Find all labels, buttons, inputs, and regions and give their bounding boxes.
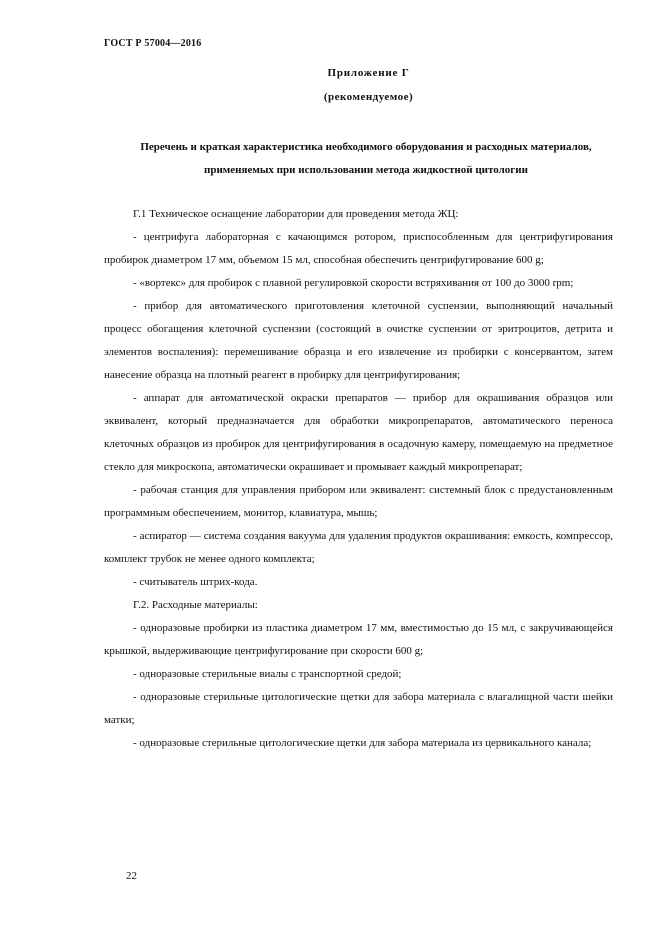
list-item-brushes-cervical: - одноразовые стерильные цитологические щетки для забора материала из цервикального канала; bbox=[133, 737, 592, 749]
paragraph-g1-intro: Г.1 Техническое оснащение лаборатории для проведения метода ЖЦ: bbox=[133, 208, 459, 220]
section-heading: Перечень и краткая характеристика необходимого оборудования и расходных материалов, применяемых при использовании метода жидкостной цитологии bbox=[140, 141, 592, 176]
list-item-staining-apparatus: - аппарат для автоматической окраски препаратов — прибор для окрашивания образцов или эквивалент, который предназначается для обработки микропрепаратов, автоматического переноса клеточных образцов из пробирок для центрифугирования в осадочную камеру, помещаемую на предметное стекло для микроскопа, автоматически окрашивает и промывает каждый микропрепарат; bbox=[104, 392, 613, 473]
annex-title: Приложение Г bbox=[327, 67, 410, 79]
list-item-suspension-device: - прибор для автоматического приготовления клеточной суспензии, выполняющий начальный процесс обогащения клеточной суспензии (состоящий в очистке суспензии от эритроцитов, детрита и элементов воспаления): перемешивание образца и его извлечение из пробирки с консервантом, затем нанесение образца на плотный реагент в пробирку для центрифугирования; bbox=[104, 300, 613, 381]
list-item-centrifuge: - центрифуга лабораторная с качающимся ротором, приспособленным для центрифугирования пробирок диаметром 17 мм, объемом 15 мл, способная обеспечить центрифугирование 600 g; bbox=[104, 231, 613, 266]
body-text bbox=[104, 203, 613, 755]
paragraph-g2-intro: Г.2. Расходные материалы: bbox=[133, 599, 258, 611]
list-item-vortex: - «вортекс» для пробирок с плавной регулировкой скорости встряхивания от 100 до 3000 rpm; bbox=[133, 277, 574, 289]
list-item-tubes: - одноразовые пробирки из пластика диаметром 17 мм, вместимостью до 15 мл, с закручивающейся крышкой, выдерживающие центрифугирование при скорости 600 g; bbox=[104, 622, 613, 657]
list-item-aspirator: - аспиратор — система создания вакуума для удаления продуктов окрашивания: емкость, компрессор, комплект трубок не менее одного комплекта; bbox=[104, 530, 613, 565]
page-number: 22 bbox=[126, 870, 137, 882]
annex-note: (рекомендуемое) bbox=[323, 91, 414, 103]
list-item-workstation: - рабочая станция для управления прибором или эквивалент: системный блок с предустановленным программным обеспечением, монитор, клавиатура, мышь; bbox=[104, 484, 613, 519]
list-item-barcode-reader: - считыватель штрих-кода. bbox=[133, 576, 258, 588]
document-code: ГОСТ Р 57004—2016 bbox=[104, 38, 202, 49]
list-item-vials: - одноразовые стерильные виалы с транспортной средой; bbox=[133, 668, 402, 680]
list-item-brushes-vaginal: - одноразовые стерильные цитологические щетки для забора материала с влагалищной части шейки матки; bbox=[104, 691, 613, 726]
